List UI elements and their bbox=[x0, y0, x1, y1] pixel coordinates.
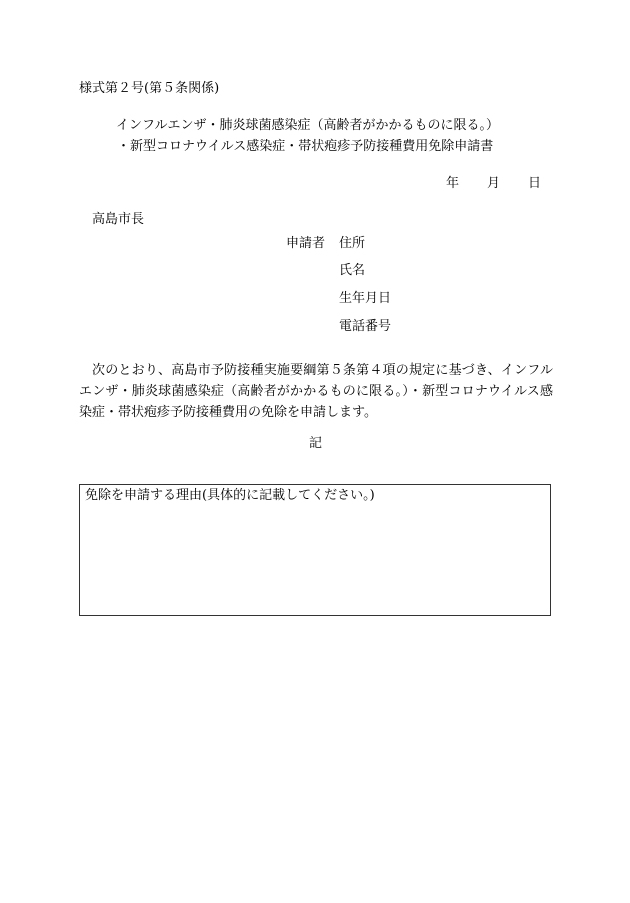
applicant-role-label: 申請者 bbox=[286, 236, 326, 251]
reason-label: 免除を申請する理由(具体的に記載してください。) bbox=[85, 488, 375, 503]
reason-box[interactable] bbox=[79, 484, 551, 616]
form-number: 様式第２号(第５条関係) bbox=[79, 81, 220, 96]
document-title-line-2: ・新型コロナウイルス感染症・帯状疱疹予防接種費用免除申請書 bbox=[117, 139, 494, 154]
phone-label: 電話番号 bbox=[339, 319, 392, 334]
document-title-line-1: インフルエンザ・肺炎球菌感染症（高齢者がかかるものに限る。） bbox=[116, 118, 499, 133]
body-paragraph: 次のとおり、高島市予防接種実施要綱第５条第４項の規定に基づき、インフルエンザ・肺炎球菌感染症（高齢者がかかるものに限る。）・新型コロナウイルス感染症・帯状疱疹予防接種費用の免除を申請します。 bbox=[79, 363, 553, 420]
address-label: 住所 bbox=[339, 236, 366, 251]
ki-heading: 記 bbox=[309, 436, 323, 451]
date-day-label: 日 bbox=[528, 176, 542, 191]
date-month-label: 月 bbox=[487, 176, 501, 191]
name-label: 氏名 bbox=[339, 263, 366, 278]
addressee: 高島市長 bbox=[92, 212, 145, 227]
date-year-label: 年 bbox=[446, 176, 460, 191]
birthdate-label: 生年月日 bbox=[339, 291, 392, 306]
date-line bbox=[446, 177, 541, 190]
